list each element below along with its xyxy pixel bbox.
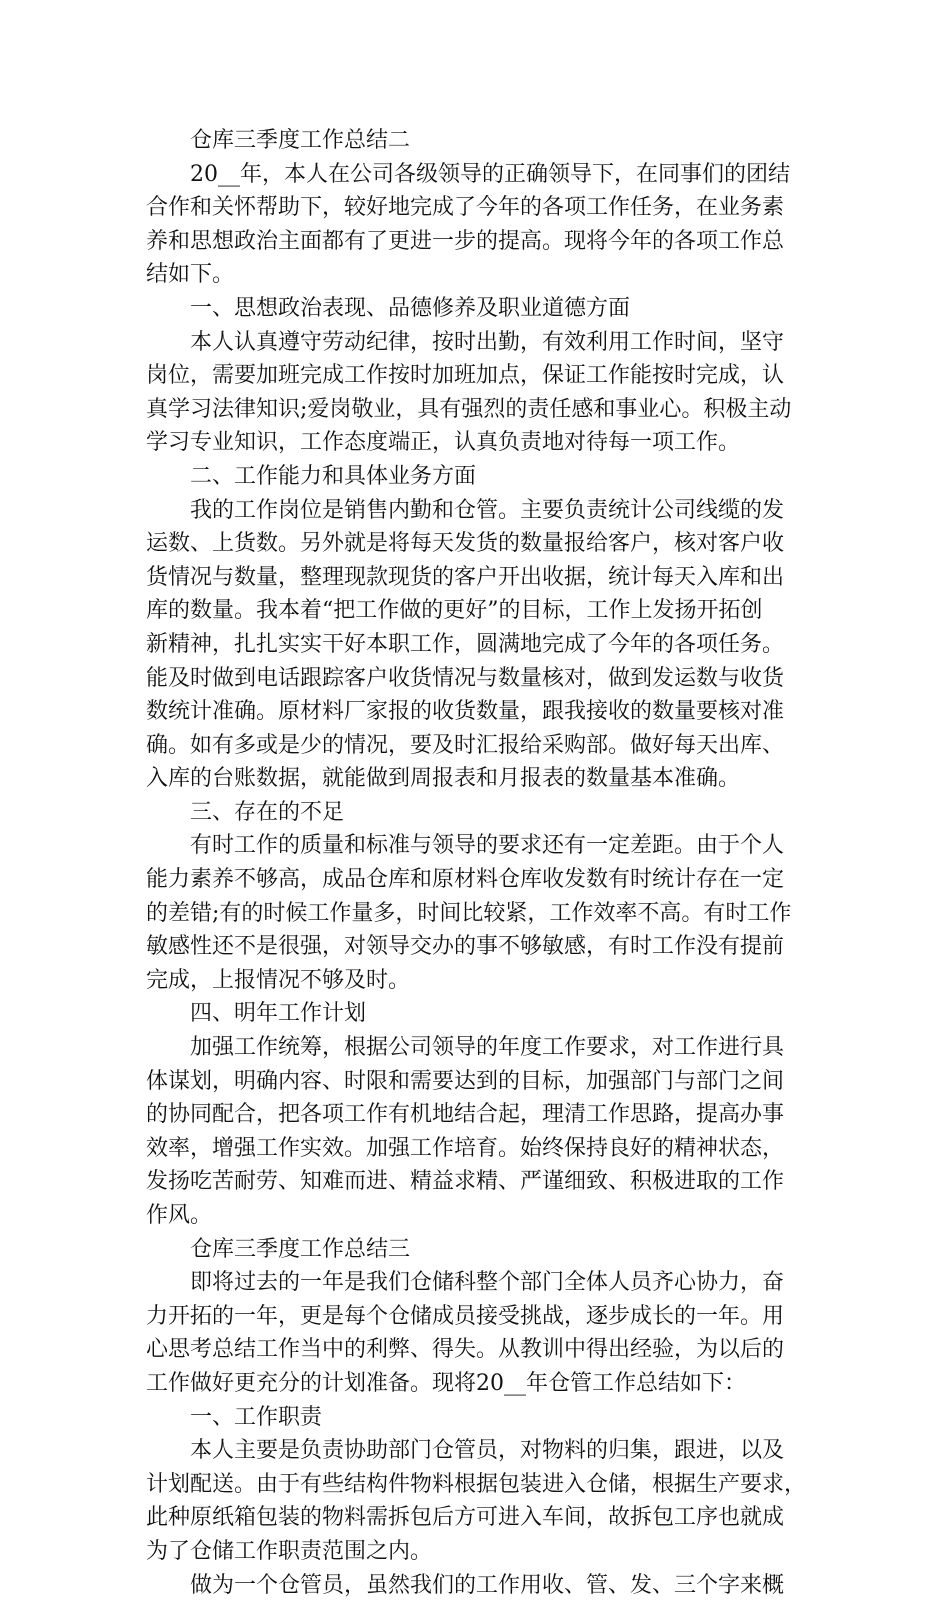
text-line: 敏感性还不是很强，对领导交办的事不够敏感，有时工作没有提前 [146, 934, 785, 960]
text-line: 计划配送。由于有些结构件物料根据包装进入仓储，根据生产要求， [146, 1471, 807, 1497]
text-line: 确。如有多或是少的情况，要及时汇报给采购部。做好每天出库、 [146, 732, 785, 758]
text-line: 真学习法律知识;爱岗敬业，具有强烈的责任感和事业心。积极主动 [146, 396, 792, 422]
text-line: 为了仓储工作职责范围之内。 [146, 1538, 433, 1564]
text-line: 能力素养不够高，成品仓库和原材料仓库收发数有时统计存在一定 [146, 867, 785, 893]
text-line: 心思考总结工作当中的利弊、得失。从教训中得出经验，为以后的 [146, 1337, 785, 1363]
text-line: 运数、上货数。另外就是将每天发货的数量报给客户，核对客户收 [146, 531, 785, 557]
text-line: 仓库三季度工作总结二 [190, 128, 411, 153]
text-line: 加强工作统筹，根据公司领导的年度工作要求，对工作进行具 [190, 1035, 785, 1061]
text-line: 本人认真遵守劳动纪律，按时出勤，有效利用工作时间，坚守 [190, 329, 785, 355]
document-body [146, 124, 814, 1602]
text-line: 新精神，扎扎实实干好本职工作，圆满地完成了今年的各项任务。 [146, 631, 785, 657]
text-line: 库的数量。我本着“把工作做的更好”的目标，工作上发扬开拓创 [146, 598, 763, 624]
text-line: 合作和关怀帮助下，较好地完成了今年的各项工作任务，在业务素 [146, 195, 785, 221]
text-line: 力开拓的一年，更是每个仓储成员接受挑战，逐步成长的一年。用 [146, 1303, 785, 1329]
text-line: 岗位，需要加班完成工作按时加班加点，保证工作能按时完成，认 [146, 363, 785, 389]
text-line: 的差错;有的时候工作量多，时间比较紧，工作效率不高。有时工作 [146, 900, 792, 926]
text-line: 我的工作岗位是销售内勤和仓管。主要负责统计公司线缆的发 [190, 497, 785, 523]
text-line: 学习专业知识，工作态度端正，认真负责地对待每一项工作。 [146, 430, 741, 456]
text-line: 20__年，本人在公司各级领导的正确领导下，在同事们的团结 [190, 161, 790, 187]
text-line: 作风。 [146, 1203, 213, 1228]
text-line: 本人主要是负责协助部门仓管员，对物料的归集，跟进，以及 [190, 1438, 785, 1464]
text-line: 入库的台账数据，就能做到周报表和月报表的数量基本准确。 [146, 766, 741, 792]
text-line: 仓库三季度工作总结三 [190, 1236, 411, 1262]
text-line: 养和思想政治主面都有了更进一步的提高。现将今年的各项工作总 [146, 228, 785, 254]
text-line: 做为一个仓管员，虽然我们的工作用收、管、发、三个字来概 [190, 1572, 785, 1598]
text-line: 工作做好更充分的计划准备。现将20__年仓管工作总结如下： [146, 1370, 746, 1396]
text-line: 完成，上报情况不够及时。 [146, 967, 411, 993]
text-line: 即将过去的一年是我们仓储科整个部门全体人员齐心协力，奋 [190, 1270, 785, 1296]
text-line: 效率，增强工作实效。加强工作培育。始终保持良好的精神状态， [146, 1135, 785, 1161]
text-line: 三、存在的不足 [190, 799, 345, 825]
text-line: 一、思想政治表现、品德修养及职业道德方面 [190, 295, 631, 321]
text-line: 体谋划，明确内容、时限和需要达到的目标，加强部门与部门之间 [146, 1068, 785, 1094]
text-line: 的协同配合，把各项工作有机地结合起，理清工作思路，提高办事 [146, 1102, 785, 1128]
text-line: 发扬吃苦耐劳、知难而进、精益求精、严谨细致、积极进取的工作 [146, 1169, 785, 1195]
text-line: 一、工作职责 [190, 1404, 323, 1430]
text-line: 货情况与数量，整理现款现货的客户开出收据，统计每天入库和出 [146, 564, 785, 590]
text-line: 结如下。 [146, 262, 235, 288]
text-line: 四、明年工作计划 [190, 1001, 367, 1027]
text-line: 二、工作能力和具体业务方面 [190, 463, 477, 489]
text-line: 数统计准确。原材料厂家报的收货数量，跟我接收的数量要核对准 [146, 699, 785, 725]
text-line: 此种原纸箱包装的物料需拆包后方可进入车间，故拆包工序也就成 [146, 1505, 785, 1531]
text-line: 能及时做到电话跟踪客户收货情况与数量核对，做到发运数与收货 [146, 665, 785, 691]
text-line: 有时工作的质量和标准与领导的要求还有一定差距。由于个人 [190, 833, 785, 859]
